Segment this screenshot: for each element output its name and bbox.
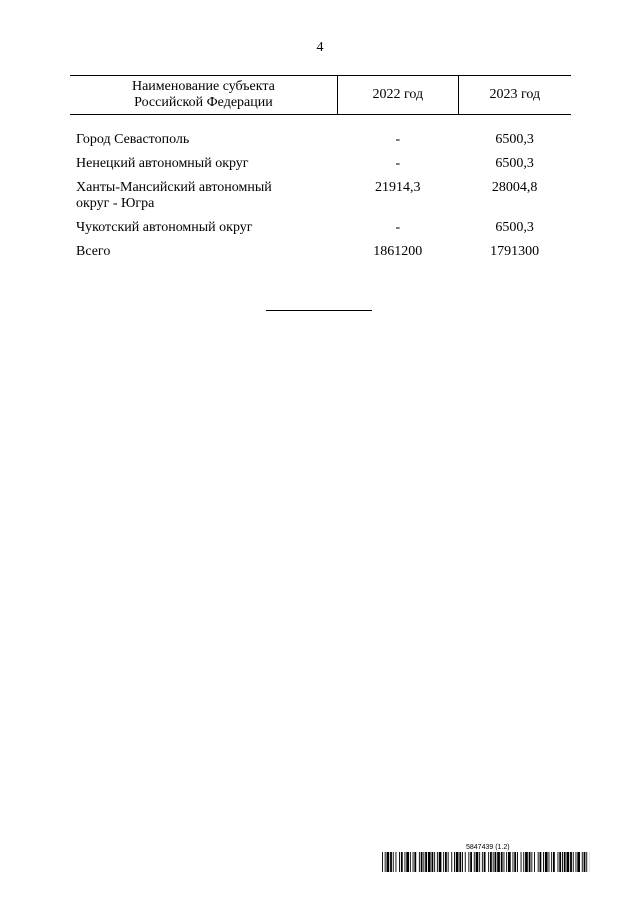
row-subject-name: Ненецкий автономный округ <box>76 156 249 171</box>
row-value-2022: 21914,3 <box>375 180 421 195</box>
table-row <box>70 115 571 157</box>
header-year-2023: 2023 год <box>458 76 571 115</box>
row-subject-name <box>70 180 337 220</box>
row-subject-name: Чукотский автономный округ <box>76 220 253 235</box>
page-number: 4 <box>316 40 324 55</box>
barcode-image <box>382 852 590 872</box>
header-subject-name <box>70 76 337 115</box>
row-value-2023: 6500,3 <box>495 132 534 147</box>
row-value-2023: 28004,8 <box>491 180 538 195</box>
table-row-total <box>70 244 571 268</box>
header-year-2022: 2022 год <box>337 76 458 115</box>
barcode-caption: 5847439 (1.2) <box>466 844 510 851</box>
row-value-2023: 6500,3 <box>495 220 534 235</box>
row-value-2023: 6500,3 <box>495 156 534 171</box>
table-row <box>70 220 571 244</box>
row-subject-name-text: Ханты-Мансийский автономный округ - Югра <box>76 180 272 211</box>
row-value-2022: - <box>395 220 401 235</box>
row-value-2022: 1861200 <box>373 244 423 259</box>
table-row <box>70 180 571 220</box>
row-value-2022: - <box>395 132 401 147</box>
table-header-row <box>70 76 571 115</box>
end-divider-line <box>266 310 372 311</box>
row-value-2023: 1791300 <box>490 244 540 259</box>
row-value-2022: - <box>395 156 401 171</box>
table-row <box>70 156 571 180</box>
row-subject-name: Всего <box>76 244 111 259</box>
budget-table <box>70 75 571 268</box>
row-subject-name: Город Севастополь <box>76 132 190 147</box>
header-subject-name-text: Наименование субъекта Российской Федерации <box>131 79 275 110</box>
